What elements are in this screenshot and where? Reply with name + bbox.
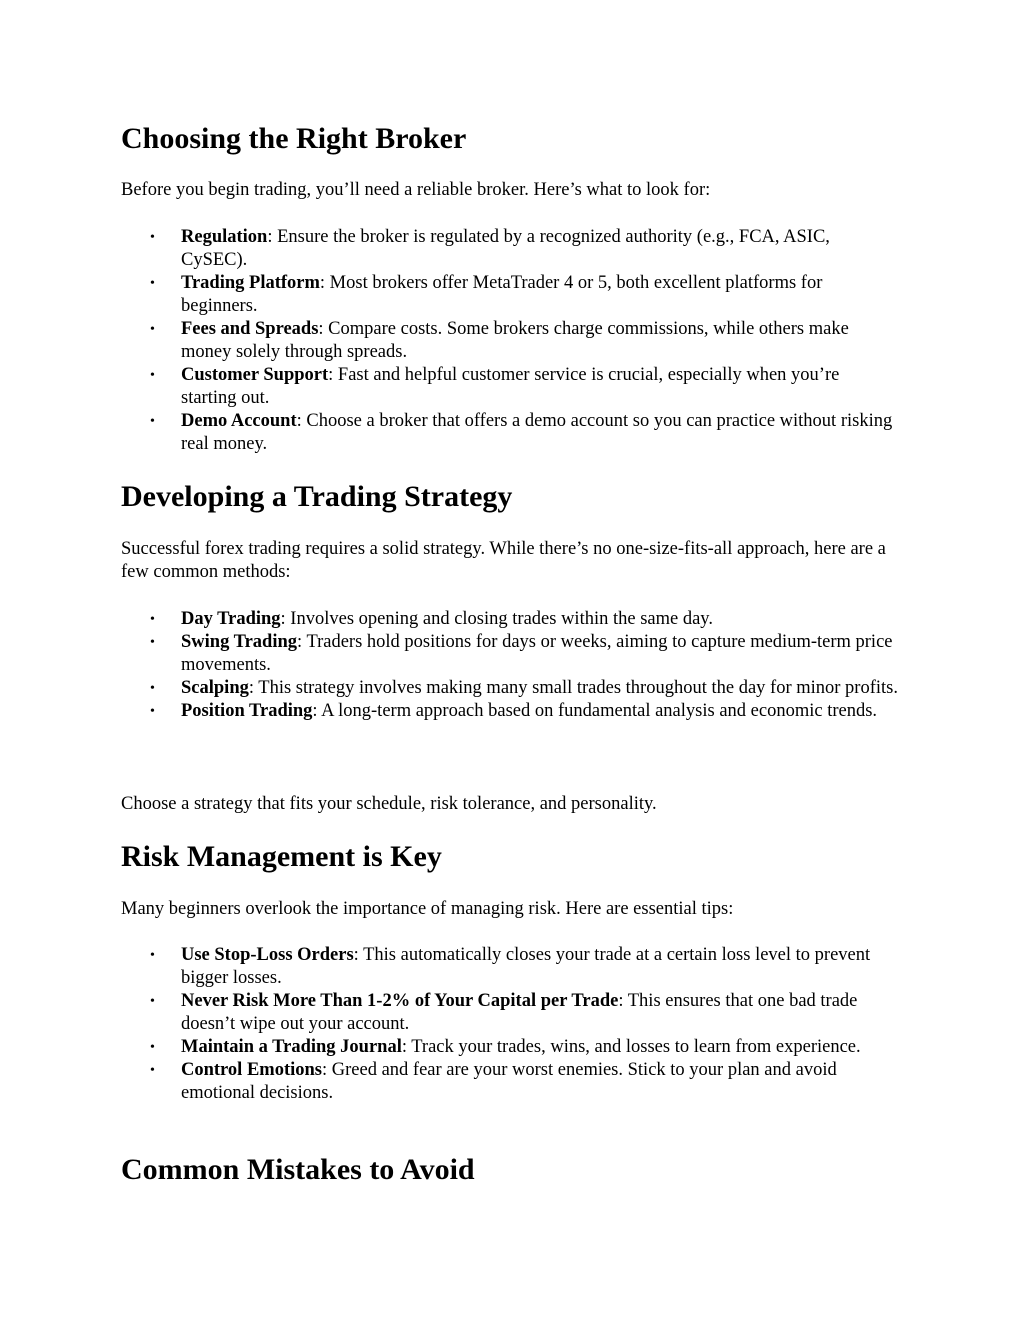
bullet-icon: • xyxy=(150,612,155,627)
list-item-term: Control Emotions xyxy=(181,1060,322,1080)
list-item-text: : Choose a broker that offers a demo account so you can practice without risking real money. xyxy=(181,411,893,454)
bullet-icon: • xyxy=(150,994,155,1009)
list-item-term: Fees and Spreads xyxy=(181,319,319,339)
list-item-term: Position Trading xyxy=(181,701,313,721)
list-item xyxy=(121,700,899,723)
list-item xyxy=(121,1059,899,1105)
list-item-term: Day Trading xyxy=(181,609,281,629)
intro-choosing-broker: Before you begin trading, you’ll need a reliable broker. Here’s what to look for: xyxy=(121,180,711,200)
list-item-term: Trading Platform xyxy=(181,273,320,293)
bullet-icon: • xyxy=(150,635,155,650)
list-item-text: : Most brokers offer MetaTrader 4 or 5, both excellent platforms for beginners. xyxy=(181,273,823,316)
heading-choosing-broker: Choosing the Right Broker xyxy=(121,122,467,155)
intro-trading-strategy: Successful forex trading requires a solid strategy. While there’s no one-size-fits-all approach, here are a few common methods: xyxy=(121,539,886,582)
list-item-text: : Involves opening and closing trades within the same day. xyxy=(280,609,713,629)
list-item-text: : This strategy involves making many small trades throughout the day for minor profits. xyxy=(248,678,898,698)
list-item-term: Never Risk More Than 1-2% of Your Capital per Trade xyxy=(181,991,619,1011)
list-item xyxy=(121,1036,899,1059)
bullet-icon: • xyxy=(150,704,155,719)
bullet-icon: • xyxy=(150,230,155,245)
bullet-icon: • xyxy=(150,322,155,337)
list-item-text: : Fast and helpful customer service is crucial, especially when you’re starting out. xyxy=(181,365,840,408)
heading-risk-management: Risk Management is Key xyxy=(121,840,442,873)
intro-risk-management: Many beginners overlook the importance of managing risk. Here are essential tips: xyxy=(121,899,734,919)
list-item-term: Swing Trading xyxy=(181,632,298,652)
list-item-text: : Greed and fear are your worst enemies. Stick to your plan and avoid emotional decisions. xyxy=(181,1060,837,1103)
bullet-icon: • xyxy=(150,948,155,963)
list-item xyxy=(121,318,899,364)
list-item-text: : Compare costs. Some brokers charge commissions, while others make money solely through spreads. xyxy=(181,319,849,362)
list-item-term: Maintain a Trading Journal xyxy=(181,1037,402,1057)
list-risk-tips xyxy=(121,944,911,1105)
bullet-icon: • xyxy=(150,1040,155,1055)
list-item-term: Regulation xyxy=(181,227,268,247)
list-item-text: : This automatically closes your trade at a certain loss level to prevent bigger losses. xyxy=(181,945,871,988)
list-item xyxy=(121,944,899,990)
bullet-icon: • xyxy=(150,368,155,383)
list-item-text: : Ensure the broker is regulated by a recognized authority (e.g., FCA, ASIC, CySEC). xyxy=(181,227,830,270)
list-item-term: Scalping xyxy=(181,678,249,698)
list-strategies xyxy=(121,608,911,723)
list-item-term: Demo Account xyxy=(181,411,297,431)
list-item-term: Use Stop-Loss Orders xyxy=(181,945,354,965)
list-item-text: : Track your trades, wins, and losses to learn from experience. xyxy=(401,1037,861,1057)
list-item xyxy=(121,631,899,677)
list-item xyxy=(121,608,899,631)
list-item xyxy=(121,677,899,700)
list-item-term: Customer Support xyxy=(181,365,329,385)
list-item xyxy=(121,990,899,1036)
list-item-text: : A long-term approach based on fundamental analysis and economic trends. xyxy=(312,701,878,721)
heading-trading-strategy: Developing a Trading Strategy xyxy=(121,480,513,513)
list-item xyxy=(121,410,899,456)
list-item-text: : Traders hold positions for days or weeks, aiming to capture medium-term price movements. xyxy=(181,632,893,675)
heading-common-mistakes: Common Mistakes to Avoid xyxy=(121,1153,475,1186)
list-item xyxy=(121,272,899,318)
outro-trading-strategy: Choose a strategy that fits your schedule, risk tolerance, and personality. xyxy=(121,794,657,814)
bullet-icon: • xyxy=(150,681,155,696)
bullet-icon: • xyxy=(150,414,155,429)
list-item xyxy=(121,364,899,410)
list-broker-criteria xyxy=(121,226,911,456)
list-item-text: : This ensures that one bad trade doesn’t wipe out your account. xyxy=(181,991,858,1034)
bullet-icon: • xyxy=(150,1063,155,1078)
bullet-icon: • xyxy=(150,276,155,291)
list-item xyxy=(121,226,899,272)
